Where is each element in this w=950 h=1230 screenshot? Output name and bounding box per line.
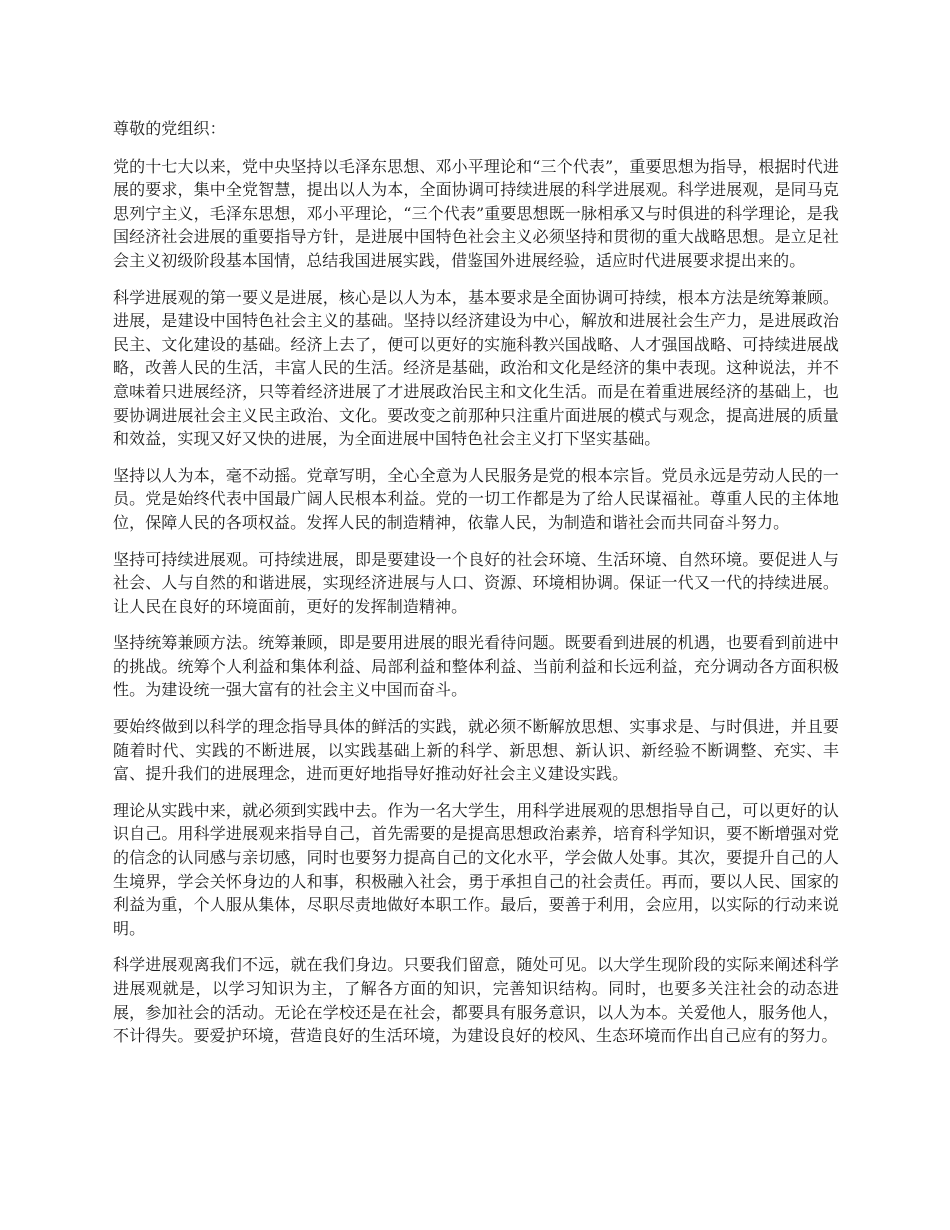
paragraph-6: 要始终做到以科学的理念指导具体的鲜活的实践，就必须不断解放思想、实事求是、与时俱进，并且要随着时代、实践的不断进展，以实践基础上新的科学、新思想、新认识、新经验不断调整、充实、丰富、提升我们的进展理念，进而更好地指导好推动好社会主义建设实践。 [113,717,839,784]
paragraph-3: 坚持以人为本，毫不动摇。党章写明，全心全意为人民服务是党的根本宗旨。党员永远是劳动人民的一员。党是始终代表中国最广阔人民根本利益。党的一切工作都是为了给人民谋福祉。尊重人民的主体地位，保障人民的各项权益。发挥人民的制造精神，依靠人民，为制造和谐社会而共同奋斗努力。 [113,465,839,532]
paragraph-8: 科学进展观离我们不远，就在我们身边。只要我们留意，随处可见。以大学生现阶段的实际来阐述科学进展观就是，以学习知识为主，了解各方面的知识，完善知识结构。同时，也要多关注社会的动态进展，参加社会的活动。无论在学校还是在社会，都要具有服务意识，以人为本。关爱他人，服务他人，不计得失。要爱护环境，营造良好的生活环境，为建设良好的校风、生态环境而作出自己应有的努力。 [113,955,839,1046]
paragraph-2: 科学进展观的第一要义是进展，核心是以人为本，基本要求是全面协调可持续，根本方法是统筹兼顾。进展，是建设中国特色社会主义的基础。坚持以经济建设为中心，解放和进展社会生产力，是进展政治民主、文化建设的基础。经济上去了，便可以更好的实施科教兴国战略、人才强国战略、可持续进展战略，改善人民的生活，丰富人民的生活。经济是基础，政治和文化是经济的集中表现。这种说法，并不意味着只进展经济，只等着经济进展了才进展政治民主和文化生活。而是在着重进展经济的基础上，也要协调进展社会主义民主政治、文化。要改变之前那种只注重片面进展的模式与观念，提高进展的质量和效益，实现又好又快的进展，为全面进展中国特色社会主义打下坚实基础。 [113,287,839,449]
paragraph-5: 坚持统筹兼顾方法。统筹兼顾，即是要用进展的眼光看待问题。既要看到进展的机遇，也要看到前进中的挑战。统筹个人利益和集体利益、局部利益和整体利益、当前利益和长远利益，充分调动各方面积极性。为建设统一强大富有的社会主义中国而奋斗。 [113,633,839,700]
paragraph-4: 坚持可持续进展观。可持续进展，即是要建设一个良好的社会环境、生活环境、自然环境。要促进人与社会、人与自然的和谐进展，实现经济进展与人口、资源、环境相协调。保证一代又一代的持续进展。让人民在良好的环境面前，更好的发挥制造精神。 [113,549,839,616]
document-body [113,117,839,1061]
paragraph-7: 理论从实践中来，就必须到实践中去。作为一名大学生，用科学进展观的思想指导自己，可以更好的认识自己。用科学进展观来指导自己，首先需要的是提高思想政治素养，培育科学知识，要不断增强对党的信念的认同感与亲切感，同时也要努力提高自己的文化水平，学会做人处事。其次，要提升自己的人生境界，学会关怀身边的人和事，积极融入社会，勇于承担自己的社会责任。再而，要以人民、国家的利益为重，个人服从集体，尽职尽责地做好本职工作。最后，要善于利用，会应用，以实际的行动来说明。 [113,800,839,938]
salutation: 尊敬的党组织： [113,119,226,138]
paragraph-1: 党的十七大以来，党中央坚持以毛泽东思想、邓小平理论和“三个代表”，重要思想为指导，根据时代进展的要求，集中全党智慧，提出以人为本，全面协调可持续进展的科学进展观。科学进展观，是同马克思列宁主义，毛泽东思想，邓小平理论，“三个代表”重要思想既一脉相承又与时俱进的科学理论，是我国经济社会进展的重要指导方针，是进展中国特色社会主义必须坚持和贯彻的重大战略思想。是立足社会主义初级阶段基本国情，总结我国进展实践，借鉴国外进展经验，适应时代进展要求提出来的。 [113,156,839,270]
